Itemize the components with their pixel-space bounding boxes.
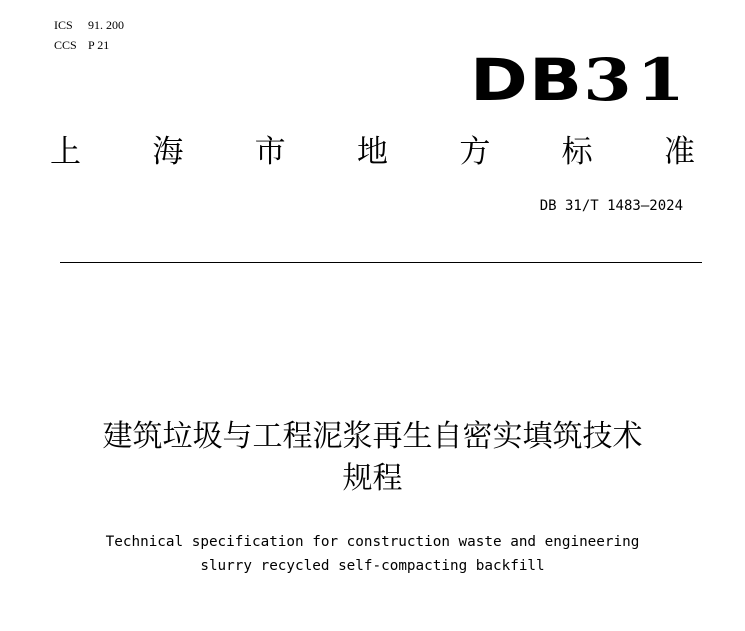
standard-type-char: 市: [254, 134, 286, 170]
logo-prefix: DB: [470, 46, 584, 114]
chinese-title-line: 建筑垃圾与工程泥浆再生自密实填筑技术: [102, 419, 643, 454]
logo-number: 31: [583, 46, 690, 114]
ccs-row: [54, 35, 124, 55]
standard-type-char: 上: [50, 134, 81, 170]
english-title-line: Technical specification for construction waste and engineering: [105, 534, 640, 550]
header-divider: [60, 262, 702, 263]
standard-type-heading: [50, 132, 695, 172]
standard-number: DB 31/T 1483—2024: [539, 198, 683, 214]
ics-label: ICS: [54, 18, 73, 32]
chinese-title: [0, 416, 745, 500]
standard-type-char: 标: [561, 134, 593, 170]
english-title-line: slurry recycled self-compacting backfill: [200, 558, 545, 574]
db31-logo: [470, 46, 690, 114]
standard-type-char: 地: [356, 134, 388, 170]
ics-value: 91. 200: [88, 18, 124, 32]
standard-type-char: 方: [459, 134, 491, 170]
classification-codes: [54, 15, 124, 55]
english-title: [0, 530, 745, 578]
ccs-label: CCS: [54, 38, 77, 52]
standard-type-char: 准: [663, 134, 695, 170]
ics-row: [54, 15, 124, 35]
standard-type-char: 海: [152, 134, 184, 170]
chinese-title-line: 规程: [342, 461, 403, 496]
ccs-value: P 21: [88, 38, 110, 52]
